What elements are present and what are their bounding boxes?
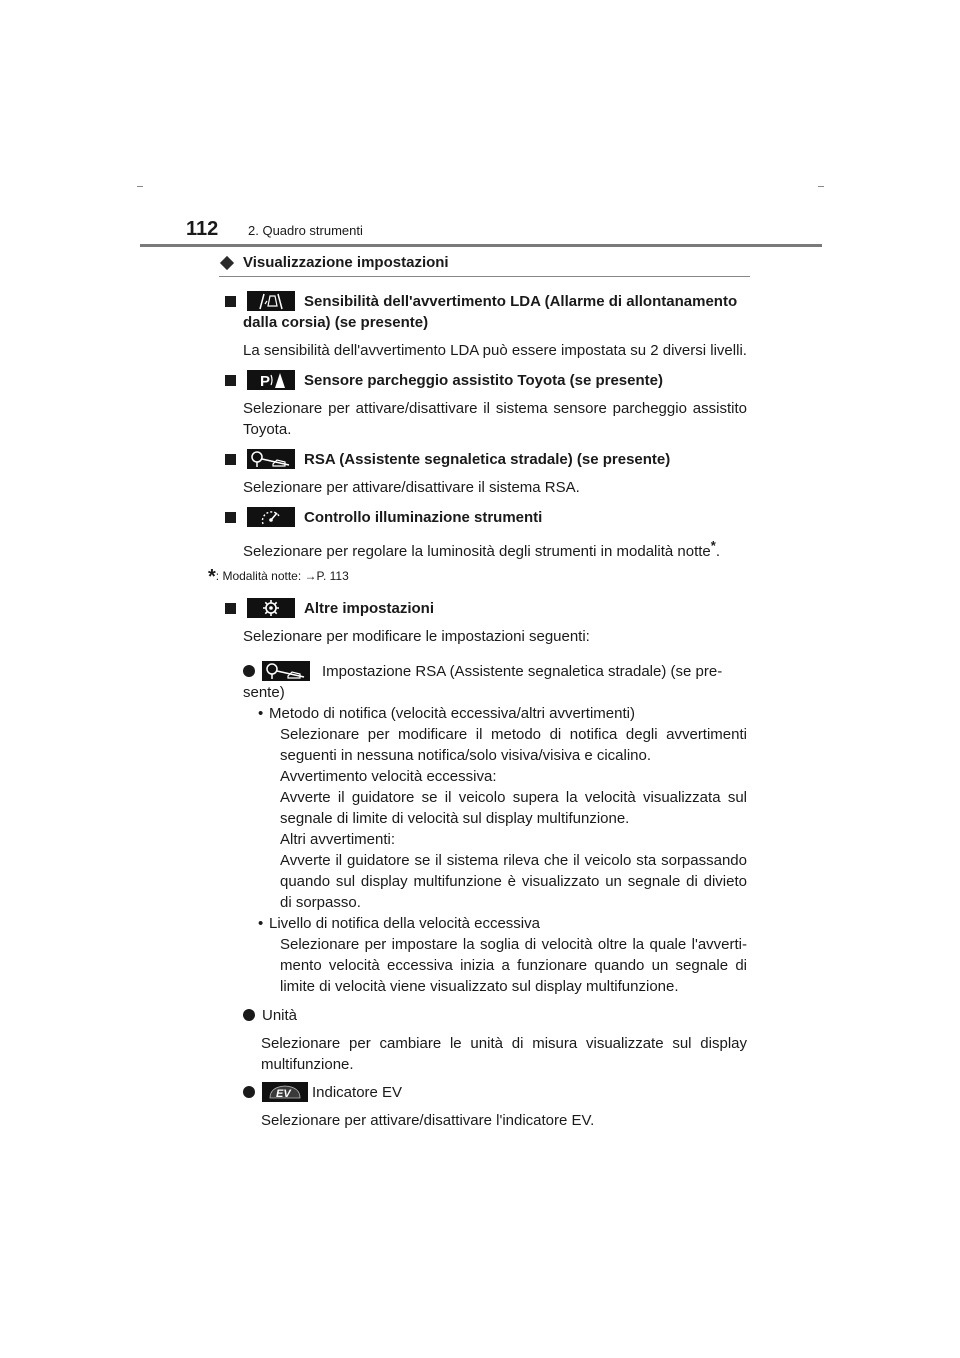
bullet2-title: Livello di notifica della velocità eccessiva <box>269 915 540 932</box>
section-title-text: Visualizzazione impostazioni <box>243 254 449 271</box>
bullet-notification-method: • Metodo di notifica (velocità eccessiva/altri avvertimenti) <box>258 705 635 722</box>
svg-text:EV: EV <box>276 1088 291 1100</box>
crop-mark-right <box>818 186 824 187</box>
footnote-text: : Modalità notte: <box>215 569 305 583</box>
rsa-setting-item <box>243 661 747 997</box>
illumination-period: . <box>715 543 720 560</box>
dot-bullet-icon <box>243 665 255 677</box>
illumination-body-wrap <box>243 535 747 562</box>
bullet-speed-level: • Livello di notifica della velocità eccessiva <box>258 915 540 932</box>
lda-title-cont: dalla corsia) (se presente) <box>243 314 429 331</box>
road-sign-assist-icon <box>247 449 295 469</box>
item-parking-sensor <box>219 370 747 440</box>
page-content <box>208 252 747 1140</box>
other-body: Selezionare per modificare le impostazioni seguenti: <box>243 628 590 645</box>
square-bullet-icon <box>225 454 236 465</box>
illumination-star: * <box>710 538 716 553</box>
rsa-title: RSA (Assistente segnaletica stradale) (se presente) <box>304 451 671 468</box>
units-item <box>243 1005 747 1075</box>
item-other-settings <box>219 598 747 1131</box>
square-bullet-icon <box>225 296 236 307</box>
footnote-star: * <box>208 566 216 588</box>
bullet2-body: Selezionare per impostare la soglia di velocità oltre la quale l'avverti-mento velocità eccessiva inizia a funzionare quando un segnale di limite di velocità viene visualizzato sul display multifunzione. <box>280 936 747 995</box>
ev-body: Selezionare per attivare/disattivare l'indicatore EV. <box>261 1112 595 1129</box>
gear-icon <box>247 598 295 618</box>
ev-title: Indicatore EV <box>312 1084 403 1101</box>
units-body: Selezionare per cambiare le unità di misura visualizzate sul display multifunzione. <box>261 1035 747 1073</box>
other-title: Altre impostazioni <box>304 600 435 617</box>
footnote <box>208 566 747 588</box>
square-bullet-icon <box>225 512 236 523</box>
page-header <box>186 218 822 246</box>
bullet1-line-3: Altri avvertimenti: <box>280 831 396 848</box>
item-rsa <box>219 449 747 498</box>
dot-bullet-icon <box>243 1009 255 1021</box>
illumination-icon <box>247 507 295 527</box>
rsa-body: Selezionare per attivare/disattivare il sistema RSA. <box>243 479 580 496</box>
lda-title: Sensibilità dell'avvertimento LDA (Allarme di allontanamento <box>304 293 738 310</box>
bullet1-line-0: Selezionare per modificare il metodo di notifica degli avvertimenti seguenti in nessuna notifica/solo visiva/visiva e cicalino. <box>280 726 747 764</box>
item-illumination <box>219 507 747 562</box>
bullet1-line-2: Avverte il guidatore se il veicolo supera la velocità visualizzata sul segnale di limite di velocità sul display multifunzione. <box>280 789 747 827</box>
ev-indicator-icon <box>262 1082 308 1102</box>
parking-title: Sensore parcheggio assistito Toyota (se presente) <box>304 372 663 389</box>
diamond-bullet-icon <box>220 255 234 269</box>
illumination-body: Selezionare per regolare la luminosità degli strumenti in modalità notte <box>243 543 711 560</box>
bullet1-line-4: Avverte il guidatore se il sistema rileva che il veicolo sta sorpassando quando sul display multifunzione è visualizzato un segnale di divieto di sorpasso. <box>280 852 747 911</box>
page-number: 112 <box>186 218 219 240</box>
parking-body: Selezionare per attivare/disattivare il sistema sensore parcheggio assistito Toyota. <box>243 400 747 438</box>
item-lda <box>219 291 747 361</box>
dot-bullet-icon <box>243 1086 255 1098</box>
rsa-setting-title: Impostazione RSA (Assistente segnaletica stradale) (se pre- <box>322 663 723 680</box>
lane-departure-icon <box>247 291 295 311</box>
footnote-ref: P. 113 <box>316 569 349 583</box>
illumination-title: Controllo illuminazione strumenti <box>304 509 543 526</box>
section-title <box>219 252 750 277</box>
rsa-setting-title-cont: sente) <box>243 684 285 701</box>
crop-mark-left <box>137 186 143 187</box>
parking-sensor-icon <box>247 370 295 390</box>
lda-body: La sensibilità dell'avvertimento LDA può essere impostata su 2 diversi livelli. <box>243 342 747 359</box>
bullet1-line-1: Avvertimento velocità eccessiva: <box>280 768 497 785</box>
ev-item <box>243 1082 747 1131</box>
header-rule <box>140 244 822 247</box>
square-bullet-icon <box>225 375 236 386</box>
road-sign-assist-icon <box>262 661 310 681</box>
svg-text:P: P <box>260 373 271 389</box>
bullet1-title: Metodo di notifica (velocità eccessiva/altri avvertimenti) <box>269 705 635 722</box>
units-title: Unità <box>262 1007 298 1024</box>
chapter-title: 2. Quadro strumenti <box>248 223 363 238</box>
square-bullet-icon <box>225 603 236 614</box>
footnote-arrow: → <box>304 569 317 583</box>
